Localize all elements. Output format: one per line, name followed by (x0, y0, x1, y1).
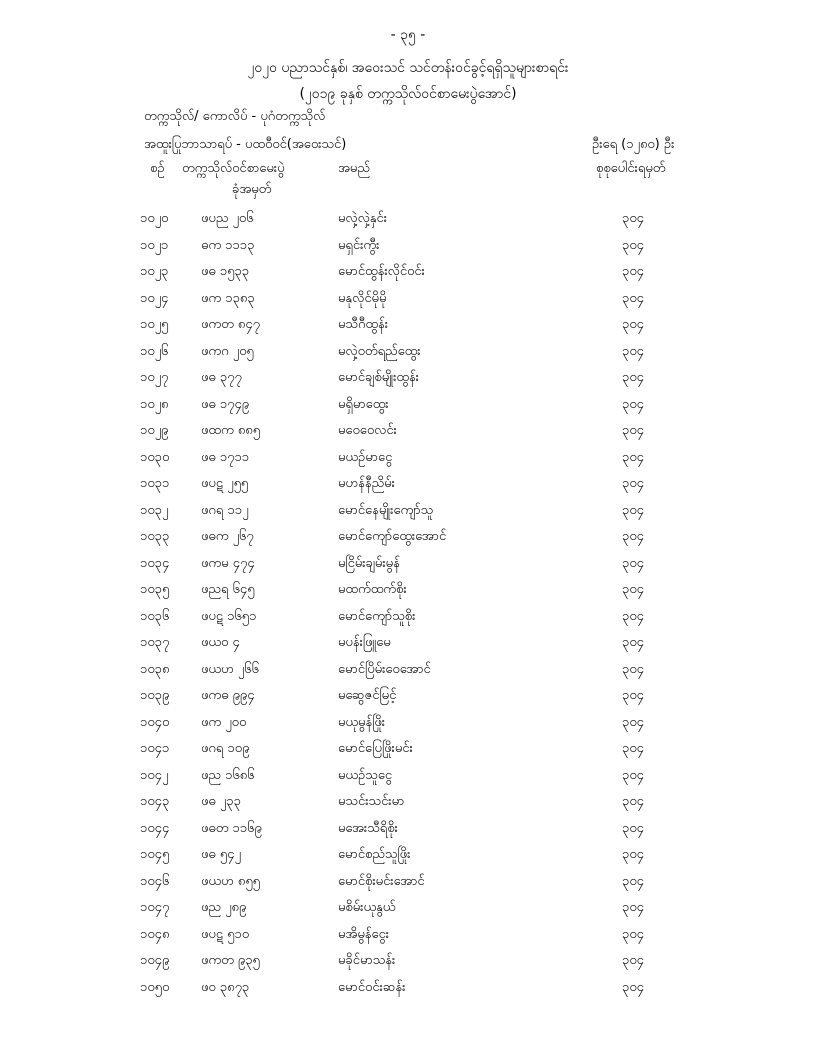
total-marks: ၃၀၄ (622, 794, 644, 809)
student-name: မဆွေဇင်မြင့် (338, 688, 397, 703)
table-row (0, 237, 816, 264)
total-marks: ၃၀၄ (622, 582, 644, 597)
total-marks: ၃၀၄ (622, 873, 644, 889)
student-name: မသီဂီထွန်း (338, 317, 389, 332)
roll-number: ဖကဂ ၂၀၅ (201, 343, 254, 359)
student-name: မအိမွန်ငွေး (338, 926, 390, 942)
student-name: မအေးသီရိစိုး (338, 820, 398, 836)
roll-number: ဖဓတ ၁၁၆၉ (201, 820, 262, 836)
student-name: မောင်စိုးမင်းအောင် (338, 873, 425, 889)
total-marks: ၃၀၄ (622, 926, 644, 942)
student-name: မငြိမ်းချမ်းမွန် (338, 555, 400, 571)
table-row (0, 369, 816, 396)
total-marks: ၃၀၄ (622, 979, 644, 995)
total-marks: ၃၀၄ (622, 953, 644, 968)
total-marks: ၃၀၄ (622, 396, 644, 412)
student-name: မရှင်းကွီး (338, 237, 380, 253)
total-marks: ၃၀၄ (622, 820, 644, 836)
row-number: ၁၀၂၅ (140, 317, 169, 332)
roll-number: ဖကတ ၉၃၅ (201, 953, 260, 968)
roll-number: ဖဓက ၂၆၇ (201, 529, 254, 544)
table-row (0, 528, 816, 555)
table-row (0, 926, 816, 953)
header-name: အမည် (338, 161, 370, 176)
row-number: ၁၀၄၁ (140, 741, 170, 756)
roll-number: ဖပဋ ၁၆၅၁ (201, 608, 257, 624)
total-marks: ၃၀၄ (622, 343, 644, 359)
total-marks: ၃၀၄ (622, 264, 644, 279)
total-marks: ၃၀၄ (622, 688, 644, 703)
row-number: ၁၀၂၄ (140, 290, 169, 306)
total-marks: ၃၀၄ (622, 900, 644, 915)
roll-number: ဖဓ ၁၅၃၃ (201, 264, 250, 279)
roll-number: ဖဓ ၁၇၄၉ (201, 396, 250, 412)
student-name: မောင်နေမျိုးကျော်သူ (338, 502, 434, 518)
total-marks: ၃၀၄ (622, 290, 644, 306)
row-number: ၁၀၄၃ (140, 794, 170, 809)
table-row (0, 846, 816, 873)
student-name: မောင်ပြိမ်းဝေအောင် (338, 661, 431, 677)
row-number: ၁၀၂၁ (140, 237, 169, 253)
student-name: မောင်ဝင်းဆန်း (338, 979, 406, 995)
table-row (0, 873, 816, 900)
student-name: မောင်စည်သူဖြိုး (338, 847, 411, 862)
student-name: မရှိမာထွေး (338, 396, 389, 412)
table-row (0, 793, 816, 820)
table-row (0, 422, 816, 449)
student-name: မလှဲ့ဝတ်ရည်ထွေး (338, 343, 421, 359)
student-name: မောင်ပြေဖြိုးမင်း (338, 741, 413, 756)
roll-number: ဖညရ ၆၄၅ (201, 582, 255, 597)
header-roll-number-line2: ခုံအမှတ် (232, 182, 272, 197)
table-row (0, 502, 816, 529)
roll-number: ဖဓ ၃၇၇ (201, 370, 242, 385)
row-number: ၁၀၂၇ (140, 370, 169, 385)
table-row (0, 740, 816, 767)
table-row (0, 820, 816, 847)
row-number: ၁၀၄၅ (140, 847, 170, 862)
student-name: မစိမ်းယုနွယ် (338, 900, 396, 915)
table-row (0, 952, 816, 979)
student-name: မယဉ်သူငွေ (338, 767, 393, 783)
row-number: ၁၀၂၀ (140, 211, 169, 226)
subject-line: အထူးပြုဘာသာရပ် - ပထဝီဝင်(အဝေးသင်) (144, 137, 347, 152)
table-row (0, 210, 816, 237)
total-marks: ၃၀၄ (622, 370, 644, 385)
student-name: မလှဲ့လှဲ့နှင်း (338, 211, 388, 226)
table-row (0, 687, 816, 714)
row-number: ၁၀၄၀ (140, 714, 170, 730)
table-row (0, 449, 816, 476)
page-number: - ၃၅ - (390, 27, 426, 43)
row-number: ၁၀၃၅ (140, 582, 170, 597)
row-number: ၁၀၂၉ (140, 423, 169, 438)
university-line: တက္ကသိုလ်/ ကောလိပ် - ပုဂံတက္ကသိုလ် (144, 109, 326, 124)
roll-number: ဖကမ ၄၇၄ (201, 555, 255, 571)
table-row (0, 343, 816, 370)
row-number: ၁၀၃၆ (140, 608, 170, 624)
table-row (0, 263, 816, 290)
student-name: မောင်ချစ်မျိုးထွန်း (338, 370, 419, 385)
roll-number: ဖဓ ၅၄၂ (201, 847, 241, 862)
student-name: မယုမွန်ဖြိုး (338, 714, 386, 730)
roll-number: ဖကတ ၈၄၇ (201, 317, 260, 332)
total-marks: ၃၀၄ (622, 555, 644, 571)
table-row (0, 608, 816, 635)
table-row (0, 767, 816, 794)
row-number: ၁၀၅၀ (140, 979, 170, 995)
roll-number: ဖဂရ ၁၀၉ (201, 741, 250, 756)
row-number: ၁၀၄၂ (140, 767, 169, 783)
results-table (0, 210, 816, 1005)
table-row (0, 290, 816, 317)
total-marks: ၃၀၄ (622, 741, 644, 756)
roll-number: ဖကဓ ၉၉၄ (201, 688, 255, 703)
student-name: မဟန်နီညိမ်း (338, 476, 395, 491)
table-row (0, 316, 816, 343)
roll-number: ဖပဋ ၂၅၅ (201, 476, 249, 491)
total-marks: ၃၀၄ (622, 502, 644, 518)
total-marks: ၃၀၄ (622, 211, 644, 226)
row-number: ၁၀၄၄ (140, 820, 170, 836)
student-name: မောင်ကျော်ထွေးအောင် (338, 529, 447, 544)
row-number: ၁၀၃၀ (140, 449, 170, 465)
roll-number: ဖပည ၂၀၆ (201, 211, 254, 226)
document-title: ၂၀၂၀ ပညာသင်နှစ်၊ အဝေးသင် သင်တန်းဝင်ခွင့်ရရှိသူများစာရင်း (247, 60, 569, 76)
table-row (0, 581, 816, 608)
total-marks: ၃၀၄ (622, 767, 644, 783)
student-name: မယဉ်မာငွေ (338, 449, 393, 465)
student-name: မထက်ထက်စိုး (338, 582, 407, 597)
student-name: မပန်းဖြူမေ (338, 635, 391, 650)
roll-number: ဖထက ၈၈၅ (201, 423, 261, 438)
roll-number: ဖဓ ၂၃၃ (201, 794, 241, 809)
table-row (0, 475, 816, 502)
table-row (0, 714, 816, 741)
total-marks: ၃၀၄ (622, 635, 644, 650)
roll-number: ဖဓ ၁၇၁၁ (201, 449, 250, 465)
header-total-marks: စုစုပေါင်းရမှတ် (596, 161, 666, 176)
total-marks: ၃၀၄ (622, 237, 644, 253)
table-row (0, 661, 816, 688)
roll-number: ဓက ၁၁၁၃ (201, 237, 255, 253)
roll-number: ဖယဟ ၂၆၆ (201, 661, 259, 677)
total-marks: ၃၀၄ (622, 449, 644, 465)
document-subtitle: (၂၀၁၉ ခုနှစ် တက္ကသိုလ်ဝင်စာမေးပွဲအောင်) (299, 86, 517, 102)
roll-number: ဖပဋ ၅၁၀ (201, 926, 250, 942)
roll-number: ဖည ၂၈၉ (201, 900, 247, 915)
student-name: မောင်ထွန်းလိုင်ဝင်း (338, 264, 425, 279)
row-number: ၁၀၄၈ (140, 926, 170, 942)
row-number: ၁၀၂၈ (140, 396, 169, 412)
row-number: ၁၀၃၇ (140, 635, 170, 650)
total-marks: ၃၀၄ (622, 608, 644, 624)
row-number: ၁၀၃၁ (140, 476, 170, 491)
roll-number: ဖဝ ၃၈၇၃ (201, 979, 250, 995)
total-marks: ၃၀၄ (622, 423, 644, 438)
roll-number: ဖက ၁၃၈၃ (201, 290, 255, 306)
header-no: စဉ် (150, 161, 165, 176)
student-name: မဝေဝေလင်း (338, 423, 397, 438)
total-marks: ၃၀၄ (622, 661, 644, 677)
student-name: မောင်ကျော်သူစိုး (338, 608, 416, 624)
student-name: မခိုင်မာသန်း (338, 953, 396, 968)
header-roll-number: တက္ကသိုလ်ဝင်စာမေးပွဲ (182, 161, 285, 176)
row-number: ၁၀၂၃ (140, 264, 169, 279)
row-number: ၁၀၃၉ (140, 688, 170, 703)
row-number: ၁၀၃၈ (140, 661, 170, 677)
row-number: ၁၀၄၇ (140, 900, 170, 915)
student-name: မသင်းသင်းမာ (338, 794, 405, 809)
table-row (0, 555, 816, 582)
student-name: မနုလိုင်မိုမို (338, 290, 387, 306)
table-row (0, 634, 816, 661)
row-number: ၁၀၃၂ (140, 502, 169, 518)
total-marks: ၃၀၄ (622, 529, 644, 544)
total-count-line: ဦးရေ (၁၂၈၀) ဦး (592, 137, 675, 152)
row-number: ၁၀၂၆ (140, 343, 169, 359)
total-marks: ၃၀၄ (622, 714, 644, 730)
row-number: ၁၀၃၄ (140, 555, 170, 571)
total-marks: ၃၀၄ (622, 476, 644, 491)
row-number: ၁၀၃၃ (140, 529, 170, 544)
table-row (0, 396, 816, 423)
row-number: ၁၀၄၆ (140, 873, 170, 889)
total-marks: ၃၀၄ (622, 317, 644, 332)
roll-number: ဖည ၁၆၈၆ (201, 767, 255, 783)
table-row (0, 979, 816, 1006)
roll-number: ဖဂရ ၁၁၂ (201, 502, 249, 518)
roll-number: ဖက ၂၀၀ (201, 714, 247, 730)
roll-number: ဖယဟ ၈၅၅ (201, 873, 260, 889)
table-row (0, 899, 816, 926)
roll-number: ဖယဝ ၄ (201, 635, 240, 650)
total-marks: ၃၀၄ (622, 847, 644, 862)
row-number: ၁၀၄၉ (140, 953, 170, 968)
